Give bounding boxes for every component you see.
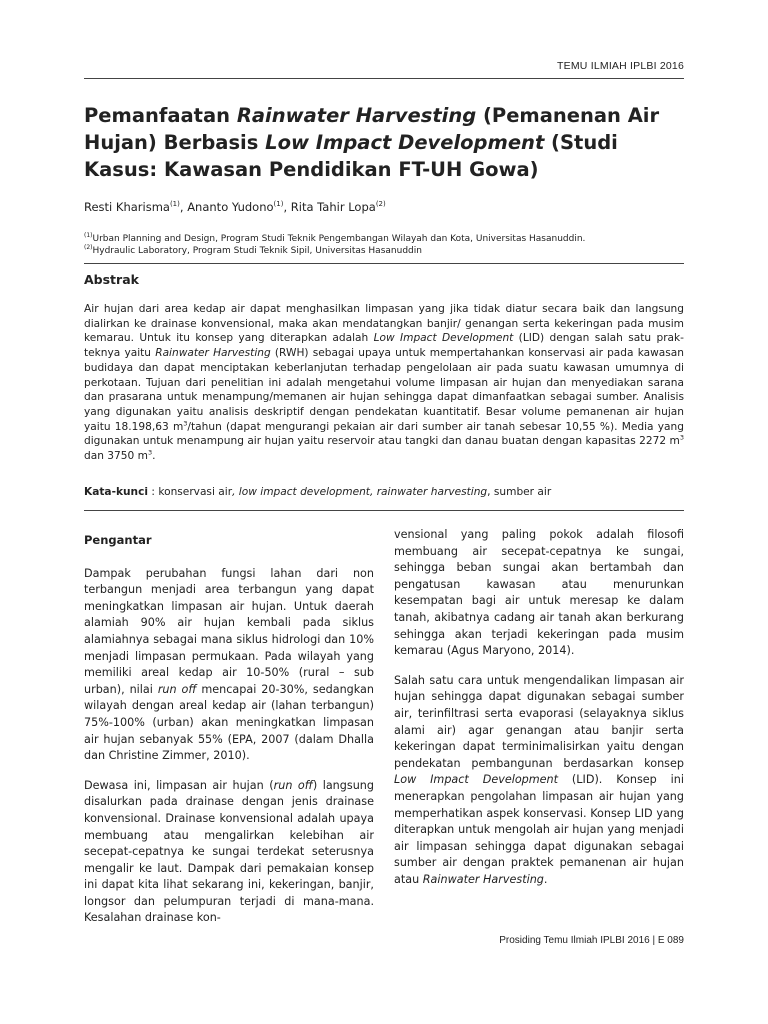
author-name: Resti Kharisma <box>84 200 170 214</box>
body-paragraph: vensional yang paling pokok adalah filosofi membuang air secepat-cepatnya ke sungai, sehingga beban sungai akan bertambah dan pengatusan kawasan atau menurunkan kesempatan bagi air untuk meresap ke dalam tanah, akibatnya cadang air tanah akan berkurang sehingga akan terjadi kekeringan pada musim kemarau (Agus Maryono, 2014). <box>394 528 684 658</box>
right-column <box>394 527 684 901</box>
paper-title: Pemanfaatan Rainwater Harvesting (Pemanenan Air Hujan) Berbasis Low Impact Development (Studi Kasus: Kawasan Pendidikan FT-UH Gowa) <box>84 104 660 181</box>
author-name: Rita Tahir Lopa <box>290 200 376 214</box>
affiliation-2: $^{(2)}$Hydraulic Laboratory, Program Studi Teknik Sipil, Universitas Hasanuddin <box>84 244 422 256</box>
abstract-bottom-divider <box>84 510 684 511</box>
body-paragraph: Dewasa ini, limpasan air hujan (run off) langsung disalurkan pada drainase dengan jenis drainase konvensional. Drainase konvensional adalah upaya membuang atau mengalirkan kelebihan air secepat-cepatnya ke sungai terdekat seterusnya mengalir ke laut. Dampak dari pemakaian konsep ini dapat kita lihat sekarang ini, kekeringan, banjir, longsor dan pelumpuran terjadi di mana-mana. Kesalahan drainase kon- <box>84 778 374 925</box>
author-name: Ananto Yudono <box>187 200 274 214</box>
body-paragraph: Dampak perubahan fungsi lahan dari non terbangun menjadi area terbangun yang dapat meningkatkan limpasan air hujan. Untuk daerah alamiah 90% air hujan kembali pada siklus alamiahnya sebagai mana siklus hidrologi dan 10% menjadi limpasan permukaan. Pada wilayah yang memiliki areal kedap air 10-50% (rural – sub urban), nilai run off mencapai 20-30%, sedangkan wilayah dengan areal kedap air (lahan terbangun) 75%-100% (urban) akan meningkatkan limpasan air hujan sebanyak 55% (EPA, 2007 (dalam Dhalla dan Christine Zimmer, 2010). <box>84 566 374 763</box>
keywords-line: Kata-kunci : konservasi air, low impact development, rainwater harvesting, sumber air <box>84 486 552 498</box>
header-divider <box>84 78 684 79</box>
abstract-top-divider <box>84 263 684 264</box>
affiliation-1: $^{(1)}$Urban Planning and Design, Program Studi Teknik Pengembangan Wilayah dan Kota, Universitas Hasanuddin. <box>84 232 586 244</box>
section-heading: Pengantar <box>84 533 152 547</box>
body-paragraph: Salah satu cara untuk mengendalikan limpasan air hujan sehingga dapat digunakan sebagai sumber air, terinfiltrasi serta evaporasi (selayaknya siklus alami air) agar genangan atau banjir serta kekeringan dapat terminimalisirkan yaitu dengan pendekatan pembangunan berdasarkan konsep Low Impact Development (LID). Konsep ini menerapkan pengolahan limpasan air hujan yang memperhatikan aspek konservasi. Konsep LID yang diterapkan untuk mengolah air hujan yang menjadi air limpasan sehingga dapat digunakan sebagai sumber air dengan praktek pemanenan air hujan atau Rainwater Harvesting. <box>394 673 684 886</box>
abstract-heading: Abstrak <box>84 272 139 287</box>
conference-header: TEMU ILMIAH IPLBI 2016 <box>557 60 684 72</box>
keywords-label: Kata-kunci <box>84 486 149 498</box>
abstract-text: Air hujan dari area kedap air dapat menghasilkan limpasan yang jika tidak diatur secara baik dan langsung dialirkan ke drainase konvensional, maka akan mendatangkan banjir/ genangan serta kekeringan pada musim kemarau. Untuk itu konsep yang diterapkan adalah Low Impact Development (LID) dengan salah satu prak-teknya yaitu Rainwater Harvesting (RWH) sebagai upaya untuk mempertahankan konservasi air pada kawasan budidaya dan dapat menciptakan keberlanjutan terhadap pengelolaan air pada suatu kawasan umumnya di perkotaan. Tujuan dari penelitian ini adalah mengetahui volume limpasan air hujan dan menyediakan sarana dan prasarana untuk menampung/memanen air hujan sehingga dapat dimanfaatkan sebagai sumber. Analisis yang digunakan yaitu analisis deskriptif dengan pendekatan kuantitatif. Besar volume pemanenan air hujan yaitu 18.198,63 $m^3$/tahun (dapat mengurangi pekaian air dari sumber air tanah sebesar 10,55 %). Media yang digunakan untuk menampung air hujan yaitu reservoir atau tangki dan danau buatan dengan kapasitas 2272 $m^3$ dan 3750 $m^3$. <box>84 303 685 463</box>
author-list: Resti Kharisma$^{(1)}$, Ananto Yudono$^{(1)}$, Rita Tahir Lopa$^{(2)}$ <box>84 200 386 214</box>
page-footer: Prosiding Temu Ilmiah IPLBI 2016 | E 089 <box>499 935 684 946</box>
left-column <box>84 532 374 940</box>
